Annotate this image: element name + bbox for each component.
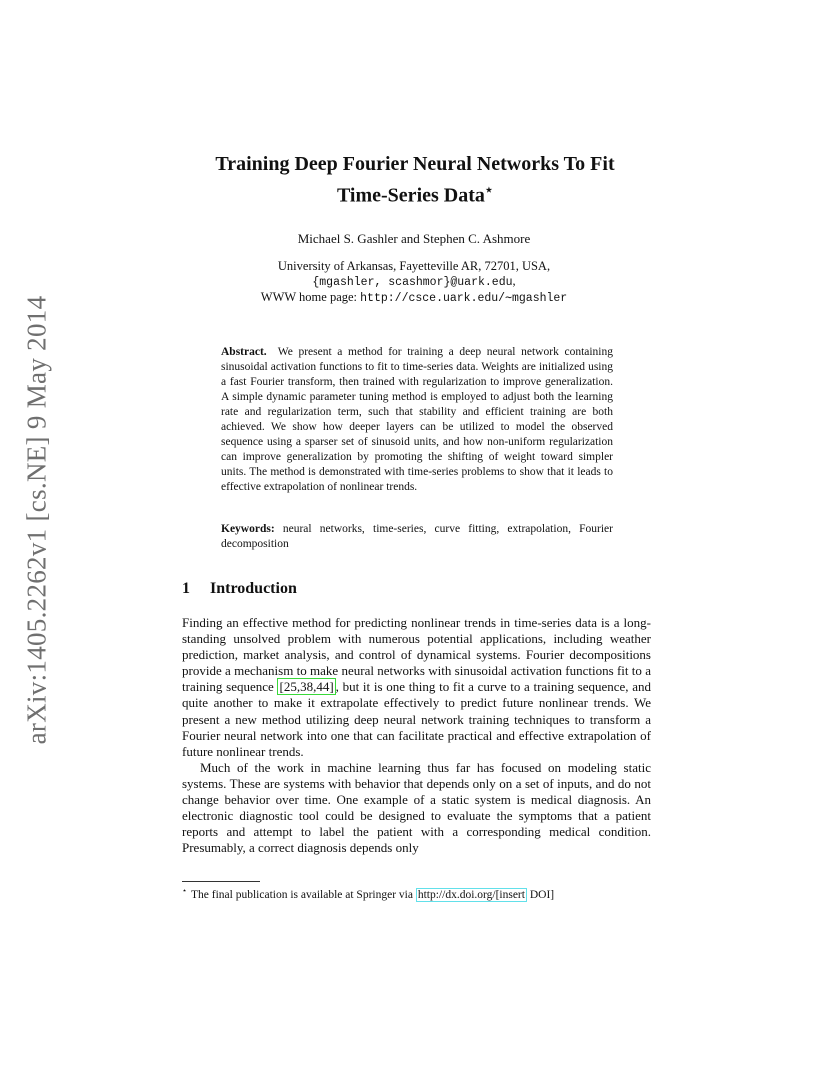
title-line-2-text: Time-Series Data	[336, 184, 485, 207]
footnote-mark: ⋆	[182, 886, 188, 895]
keywords-label: Keywords:	[221, 523, 275, 535]
introduction-body	[182, 615, 651, 856]
footnote-divider	[182, 881, 260, 882]
footnote-text-b: DOI]	[526, 888, 555, 901]
section-title: Introduction	[210, 580, 297, 597]
doi-link[interactable]: http://dx.doi.org/[insert	[417, 888, 525, 901]
title-footnote-mark: ⋆	[484, 182, 494, 197]
intro-paragraph-1	[182, 615, 651, 760]
section-heading	[182, 580, 297, 598]
keywords	[221, 522, 613, 552]
title-line-1: Training Deep Fourier Neural Networks To Fit	[215, 153, 615, 175]
paper-title	[150, 152, 680, 209]
homepage-label: WWW home page:	[260, 290, 361, 304]
citation-link[interactable]: [25,38,44]	[279, 679, 334, 695]
abstract-label: Abstract.	[221, 346, 267, 358]
author-emails: {mgashler, scashmor}@uark.edu	[312, 276, 513, 289]
abstract-text: We present a method for training a deep neural network containing sinusoidal activation functions to fit to time-series data. Weights are initialized using a fast Fourier transform, then trained with regularization to improve generalization. A simple dynamic parameter tuning method is employed to adjust both the learning rate and regularization term, such that stability and efficient training are both achieved. We show how deeper layers can be utilized to model the observed sequence using a sparser set of sinusoid units, and how non-uniform regularization can improve generalization by promoting the shifting of weight toward simpler units. The method is demonstrated with time-series problems to show that it leads to effective extrapolation of nonlinear trends.	[221, 346, 614, 493]
email-suffix: ,	[512, 274, 516, 288]
intro-p1-text-b: , but it is one thing to fit a curve to a training sequence, and quite another to make it extrapolate effectively to predict future nonlinear trends. We present a new method utilizing deep neural network training techniques to transform a Fourier neural network into one that can facilitate practical and effective extrapolation of future nonlinear trends.	[182, 679, 652, 759]
abstract	[221, 345, 613, 495]
footnote-text-a: The final publication is available at Springer via	[191, 888, 416, 901]
email-line	[0, 274, 828, 290]
title-line-2	[150, 177, 680, 209]
author-list: Michael S. Gashler and Stephen C. Ashmore	[297, 231, 531, 246]
footnote	[182, 886, 554, 901]
homepage-url[interactable]: http://csce.uark.edu/∼mgashler	[360, 292, 568, 305]
keywords-text: neural networks, time-series, curve fitting, extrapolation, Fourier decomposition	[221, 523, 613, 550]
arxiv-identifier: arXiv:1405.2262v1 [cs.NE] 9 May 2014	[21, 295, 52, 745]
intro-p1-text-a: Finding an effective method for predicting nonlinear trends in time-series data is a long-standing unsolved problem with numerous potential applications, including weather prediction, market analysis, and control of dynamical systems. Fourier decompositions provide a mechanism to make neural networks with sinusoidal activation functions fit to a training sequence	[182, 615, 651, 695]
affiliation-line: University of Arkansas, Fayetteville AR, 72701, USA,	[277, 259, 551, 273]
section-number: 1	[182, 580, 190, 597]
homepage-line	[0, 290, 828, 306]
intro-paragraph-2: Much of the work in machine learning thus far has focused on modeling static systems. These are systems with behavior that depends only on a set of inputs, and do not change behavior over time. One example of a static system is medical diagnosis. An electronic diagnostic tool could be designed to evaluate the symptoms that a patient reports and attempt to label the patient with a corresponding medical condition. Presumably, a correct diagnosis depends only	[182, 759, 651, 856]
affiliation-block	[0, 259, 828, 306]
